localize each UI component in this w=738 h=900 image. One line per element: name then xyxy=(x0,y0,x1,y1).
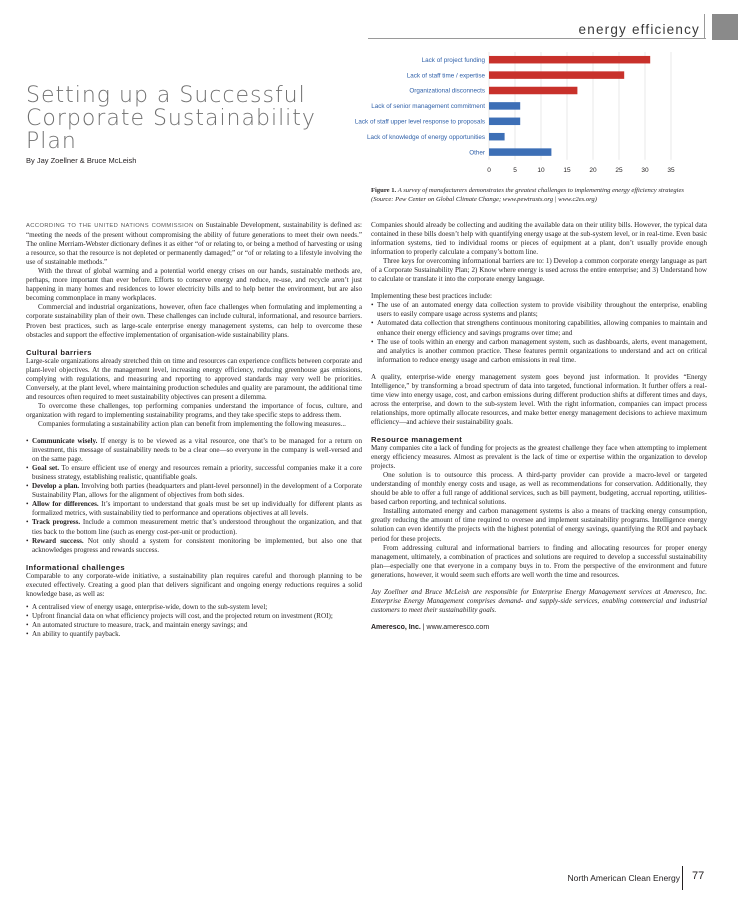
author-bio: Jay Zoellner and Bruce McLeish are responsible for Enterprise Energy Management services at Ameresco, Inc. Enterprise Energy Management comprises demand- and supply-side services, enabling commercial and industrial customers to meet their sustainability goals. xyxy=(371,587,707,614)
info-list xyxy=(26,603,362,639)
company-name: Ameresco, Inc. xyxy=(371,623,421,631)
bar xyxy=(489,118,520,126)
list-item xyxy=(26,518,362,536)
intro-lead-in: ACCORDING TO THE UNITED NATIONS COMMISSION xyxy=(26,223,194,229)
category-label: Lack of staff upper level response to proposals xyxy=(354,118,485,126)
list-item: • The use of an automated energy data collection system to provide visibility throughout the enterprise, enabling users to easily compare usage across systems and plants; xyxy=(371,301,707,319)
paragraph: A quality, enterprise-wide energy management system goes beyond just information. It provides “Energy Intelligence,” by transforming a broad spectrum of data into targeted, functional information. It further offers a real-time view into energy usage, cost, and carbon emissions during different production shifts at different times and days, across the enterprise, and down to the sub-system level. With the right information, companies can impact process relationships, more optimally allocate resources, and make better energy management decisions to achieve maximum efficiency—and achieve their sustainability goals. xyxy=(371,372,707,426)
bar xyxy=(489,133,505,141)
page-number: 77 xyxy=(692,870,705,882)
list-item-text: Involving both parties (headquarters and plant-level personnel) in the development of a Corporate Sustainability Plan, allows for the alignment of objectives from both sides. xyxy=(32,482,362,500)
paragraph: Implementing these best practices include: xyxy=(371,292,492,301)
right-column xyxy=(371,221,707,632)
paragraph: Comparable to any corporate-wide initiative, a sustainability plan requires careful and thorough planning to be executed effectively. Creating a good plan that delivers significant and ongoing energy reductions requires a solid knowledge base, as well as: xyxy=(26,571,362,598)
list-item-lead: Communicate wisely. xyxy=(32,437,98,446)
paragraph: Companies should already be collecting and auditing the available data on their utility bills. However, the typical data contained in these bills doesn’t help with quantifying energy usage at the sub-system level, or in real-time. Even basic information systems, tied to individual rooms or pieces of equipment at a plant, don’t usually provide enough information to properly calculate a company’s bottom line. xyxy=(371,221,707,257)
list-item: • An automated structure to measure, track, and maintain energy savings; and xyxy=(26,621,362,630)
list-item-text: Not only should a system for consistent monitoring be implemented, but also one that acknowledges progress and rewards success. xyxy=(32,536,362,554)
company-line xyxy=(371,623,707,632)
list-item-text: If energy is to be viewed as a vital resource, one that’s to be managed for a return on investment, this message of sustainability needs to be a clear one—so everyone in the company is well-versed and on the same page. xyxy=(32,437,362,464)
category-label: Lack of senior management commitment xyxy=(371,103,485,111)
list-item-text: It’s important to understand that goals must be set up individually for different plants as formalized metrics, with sustainability tied to performance and operations objectives at all levels. xyxy=(32,500,362,518)
list-item: • Upfront financial data on what efficiency projects will cost, and the projected return on investment (ROI); xyxy=(26,612,362,621)
figure-caption-label: Figure 1. xyxy=(371,187,397,194)
paragraph: Many companies cite a lack of funding for projects as the greatest challenge they face when attempting to implement energy efficiency measures. Almost as prevalent is the lack of time or expertise within the organization to develop projects. xyxy=(371,444,707,471)
paragraph: From addressing cultural and informational barriers to finding and allocating resources for proper energy management, ultimately, a combination of practices and solutions are required to develop a successful sustainability plan—especially one that everyone in a company buys in to. From the perspective of the environment and future generations, however, it would seem such efforts are well worth the time and resources. xyxy=(371,543,707,579)
figure-caption-text: A survey of manufacturers demonstrates the greatest challenges to implementing energy efficiency strategies (Source: Pew Center on Global Climate Change; www.pewtrusts.org | www.c2es.org) xyxy=(371,187,684,204)
list-item xyxy=(26,464,362,482)
bar xyxy=(489,71,624,79)
x-tick-label: 15 xyxy=(563,166,571,172)
section-heading-cultural: Cultural barriers xyxy=(26,347,92,357)
paragraph: To overcome these challenges, top performing companies understand the importance of focus, culture, and organization with regard to implementing sustainability programs, and they take specific steps to address them. xyxy=(26,401,362,419)
paragraph: Commercial and industrial organizations, however, often face challenges when formulating and implementing a corporate sustainability plan of their own. These challenges can include cultural, informational, and resource barriers. Proven best practices, such as large-scale enterprise energy management systems, can help to overcome these obstacles and support the effective implementation of organisation-wide sustainability plans. xyxy=(26,303,362,339)
left-column xyxy=(26,221,362,639)
figure-caption xyxy=(371,186,691,205)
bar xyxy=(489,87,577,95)
x-tick-label: 20 xyxy=(589,166,597,172)
list-item-lead: Develop a plan. xyxy=(32,482,80,491)
paragraph: Large-scale organizations already stretched thin on time and resources can experience conflicts between corporate and plant-level objectives. At the management level, increasing energy efficiency, reducing greenhouse gas emissions, complying with regulations, and measuring and reporting to approved standards may very well be priorities. Conversely, at the plant level, where maintaining production schedules and quality are paramount, the additional time and resources often required to meet sustainability objectives can present a dilemma. xyxy=(26,356,362,401)
x-tick-label: 25 xyxy=(615,166,623,172)
list-item-lead: Reward success. xyxy=(32,536,84,545)
category-label: Lack of project funding xyxy=(421,56,485,64)
company-url: | www.ameresco.com xyxy=(420,623,490,631)
header-vertical-divider xyxy=(704,14,705,38)
byline: By Jay Zoellner & Bruce McLeish xyxy=(26,156,137,165)
footer-divider xyxy=(682,866,683,890)
category-label: Other xyxy=(469,149,485,157)
section-heading-informational: Informational challenges xyxy=(26,562,126,572)
list-item: • A centralised view of energy usage, enterprise-wide, down to the sub-system level; xyxy=(26,603,362,612)
list-item-lead: Allow for differences. xyxy=(32,500,99,509)
x-tick-label: 10 xyxy=(537,166,545,172)
x-tick-label: 30 xyxy=(641,166,649,172)
list-item xyxy=(26,482,362,500)
header-divider xyxy=(368,38,706,39)
list-item: • An ability to quantify payback. xyxy=(26,630,362,639)
list-item xyxy=(26,437,362,464)
header-tab-block xyxy=(712,14,738,40)
list-item-lead: Goal set. xyxy=(32,464,60,473)
list-item xyxy=(26,500,362,518)
bar xyxy=(489,148,551,156)
paragraph: One solution is to outsource this process. A third-party provider can provide a macro-level or targeted understanding of monthly energy costs and usage, as well as recommendations for conservation. Additionally, they should be able to offer a full range of additional services, such as bill payment, budgeting, accrual reporting, utilities-based carbon reporting, and technical solutions. xyxy=(371,471,707,507)
category-label: Lack of staff time / expertise xyxy=(406,72,485,80)
article-title: Setting up a Successful Corporate Sustainability Plan xyxy=(26,83,316,154)
section-heading-resource: Resource management xyxy=(371,434,463,444)
measures-list xyxy=(26,437,362,555)
section-label: energy efficiency xyxy=(578,22,700,37)
intro-paragraph xyxy=(26,221,362,267)
x-tick-label: 35 xyxy=(667,166,675,172)
bar xyxy=(489,102,520,110)
list-item: • The use of tools within an energy and carbon management system, such as dashboards, alerts, event management, and analytics is another common practice. These features permit organizations to understand and act on critical information to reduce energy usage and carbon emissions in real time. xyxy=(371,338,707,365)
paragraph: Three keys for overcoming informational barriers are to: 1) Develop a common corporate energy language as part of a Corporate Sustainability Plan; 2) Know where energy is used across the entire enterprise; and 3) Understand how to calculate or translate it into the corporate energy language. xyxy=(371,257,707,284)
list-item xyxy=(26,537,362,555)
paragraph: Installing automated energy and carbon management systems is also a means of tracking energy consumption, greatly reducing the amount of time required to oversee and implement sustainability programs. Intelligence energy solution can even identify the projects with the highest potential of energy savings, quantifying the ROI and payback period for these projects. xyxy=(371,507,707,543)
paragraph: Companies formulating a sustainability action plan can benefit from implementing the following measures... xyxy=(38,419,346,428)
list-item-lead: Track progress. xyxy=(32,518,81,527)
list-item-text: To ensure efficient use of energy and resources remain a priority, successful companies make it a core business strategy, establishing realistic, quantifiable goals. xyxy=(32,464,362,482)
x-tick-label: 5 xyxy=(513,166,517,172)
bar-chart xyxy=(338,50,688,172)
best-practices-list xyxy=(371,301,707,364)
category-label: Lack of knowledge of energy opportunities xyxy=(367,133,485,141)
list-item-text: Include a common measurement metric that’s understood throughout the organization, and that ties back to the bottom line (such as energy cost-per-unit or production). xyxy=(32,518,362,536)
publication-name: North American Clean Energy xyxy=(567,873,680,883)
x-tick-label: 0 xyxy=(487,166,491,172)
bar xyxy=(489,56,650,64)
intro-text: on Sustainable Development, sustainability is defined as: “meeting the needs of the present without compromising the ability of future generations to meet their own needs.” The online Merriam-Webster dictionary defines it as either “of or relating to, or being a method of harvesting or using a resource, so that the resource is not depleted or permanently damaged;” or “of or relating to a lifestyle involving the use of sustainable methods.” xyxy=(26,221,362,267)
list-item: • Automated data collection that strengthens continuous monitoring capabilities, allowing companies to maintain and enhance their energy efficiency and savings programs over time; and xyxy=(371,319,707,337)
category-label: Organizational disconnects xyxy=(409,87,485,95)
paragraph: With the threat of global warming and a potential world energy crises on our hands, sustainable methods are, perhaps, more important than ever before. Efforts to conserve energy and reduce, re-use, and recycle aren’t just happening in many homes and residences to lower electricity bills and to help better the environment, but are also becoming commonplace in many workplaces. xyxy=(26,267,362,303)
